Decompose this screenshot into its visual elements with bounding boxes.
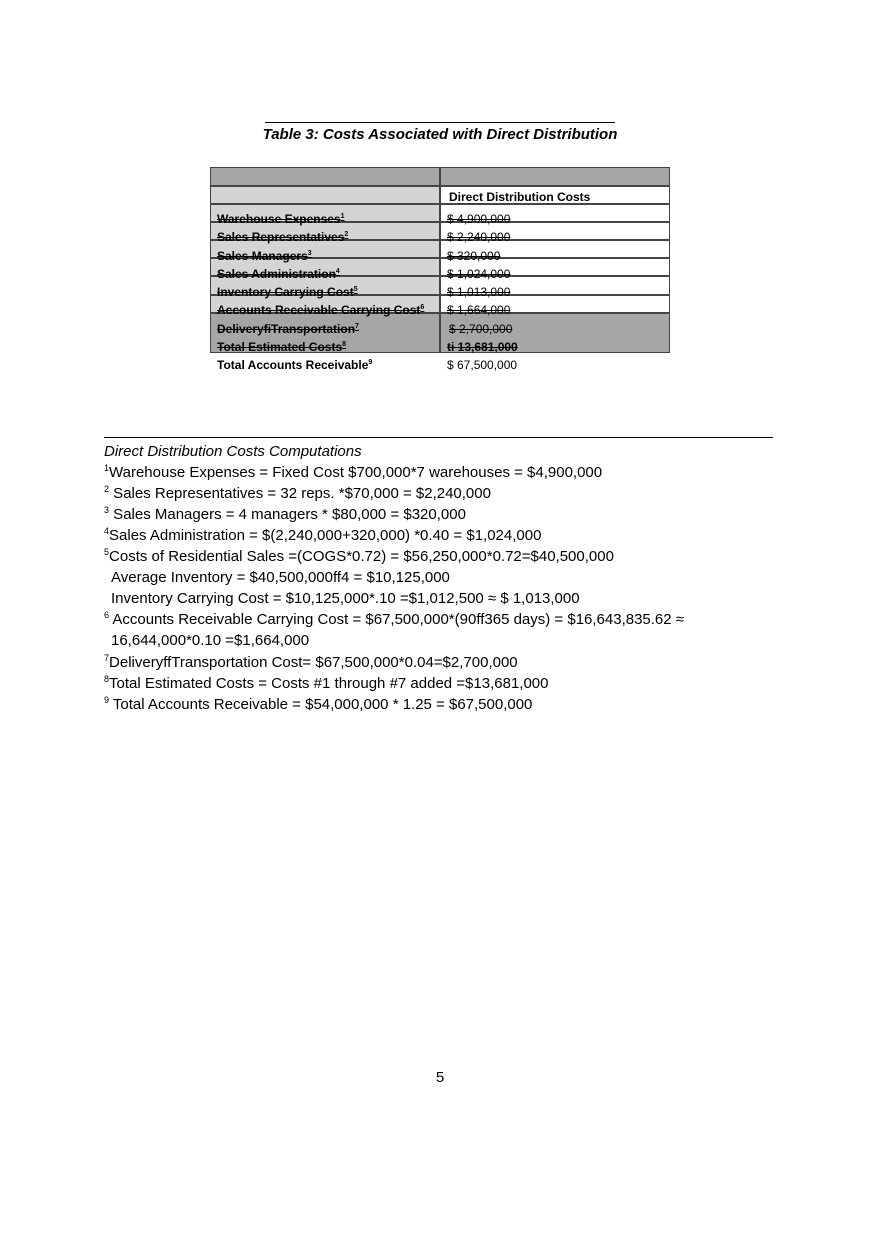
table-caption: Table 3: Costs Associated with Direct Distribution — [262, 126, 618, 143]
footnote-marker: 5 — [353, 286, 358, 293]
footnote-marker: 3 — [307, 250, 312, 257]
table-cell — [210, 186, 440, 204]
computation-line: $^8$Total Estimated Costs = Costs #1 through #7 added =$13,681,000 — [104, 674, 549, 692]
row-value: $ 1,664,000 — [447, 303, 511, 317]
computation-line: Inventory Carrying Cost = $10,125,000*.10 =$1,012,500 ≈ $ 1,013,000 — [111, 590, 580, 607]
row-label: Sales Representatives$^2$ — [217, 230, 349, 244]
computation-line: $^2$ Sales Representatives = 32 reps. *$70,000 = $2,240,000 — [104, 484, 491, 502]
row-label: Total Accounts Receivable$^9$ — [217, 358, 373, 372]
footnote-marker: 8 — [342, 341, 347, 348]
computation-line: $^9$ Total Accounts Receivable = $54,000,000 * 1.25 = $67,500,000 — [104, 695, 533, 713]
footnote-marker: 2 — [344, 231, 349, 238]
row-value: $ 2,240,000 — [447, 230, 511, 244]
footnote-marker: 1 — [340, 213, 345, 220]
row-value: $ 1,024,000 — [447, 267, 511, 281]
footnote-marker: 6 — [420, 304, 425, 311]
footnote-marker: 9 — [104, 695, 110, 705]
row-label: Sales Managers$^3$ — [217, 249, 312, 263]
table-cell — [440, 167, 670, 186]
footnote-marker: 4 — [104, 526, 110, 536]
row-value: $ 2,700,000 — [449, 322, 513, 336]
page-number: 5 — [435, 1069, 445, 1086]
footnote-marker: 8 — [104, 674, 110, 684]
footnote-marker: 3 — [104, 505, 110, 515]
computation-line: $^4$Sales Administration = $(2,240,000+320,000) *0.40 = $1,024,000 — [104, 526, 542, 544]
computation-line: $^5$Costs of Residential Sales =(COGS*0.72) = $56,250,000*0.72=$40,500,000 — [104, 547, 614, 565]
computation-line: $^3$ Sales Managers = 4 managers * $80,000 = $320,000 — [104, 505, 466, 523]
row-label: Sales Administration$^4$ — [217, 267, 340, 281]
computation-line: $^1$Warehouse Expenses = Fixed Cost $700,000*7 warehouses = $4,900,000 — [104, 463, 603, 481]
row-label: Accounts Receivable Carrying Cost$^6$ — [217, 303, 425, 317]
footnote-marker: 6 — [104, 610, 110, 620]
footnote-marker: 4 — [335, 268, 340, 275]
footnote-marker: 5 — [104, 547, 110, 557]
footnote-marker: 7 — [104, 653, 110, 663]
footnote-marker: 7 — [355, 323, 359, 330]
row-label: Total Estimated Costs$^8$ — [217, 340, 347, 354]
row-value: $ 4,900,000 — [447, 212, 511, 226]
computation-line: 16,644,000*0.10 =$1,664,000 — [111, 632, 310, 649]
row-value: $ 320,000 — [447, 249, 501, 263]
column-header: Direct Distribution Costs — [449, 190, 591, 204]
row-value: ti 13,681,000 — [447, 340, 518, 354]
computation-line: Average Inventory = $40,500,000ff4 = $10,125,000 — [111, 569, 450, 586]
computation-line: $^6$ Accounts Receivable Carrying Cost = $67,500,000*(90ff365 days) = $16,643,835.62 ≈ — [104, 610, 685, 628]
notes-separator-rule — [104, 437, 773, 438]
footnote-marker: 1 — [104, 463, 110, 473]
notes-title: Direct Distribution Costs Computations — [104, 443, 362, 460]
row-label: Inventory Carrying Cost$^5$ — [217, 285, 358, 299]
row-value: $ 1,013,000 — [447, 285, 511, 299]
caption-top-rule — [265, 122, 615, 123]
row-label: DeliveryfiTransportation$^7$ — [217, 322, 359, 336]
footnote-marker: 2 — [104, 484, 110, 494]
footnote-marker: 9 — [368, 359, 373, 366]
computation-line: $^7$DeliveryffTransportation Cost= $67,500,000*0.04=$2,700,000 — [104, 653, 518, 671]
table-cell — [210, 167, 440, 186]
row-label: Warehouse Expenses$^1$ — [217, 212, 345, 226]
row-value: $ 67,500,000 — [447, 358, 518, 372]
